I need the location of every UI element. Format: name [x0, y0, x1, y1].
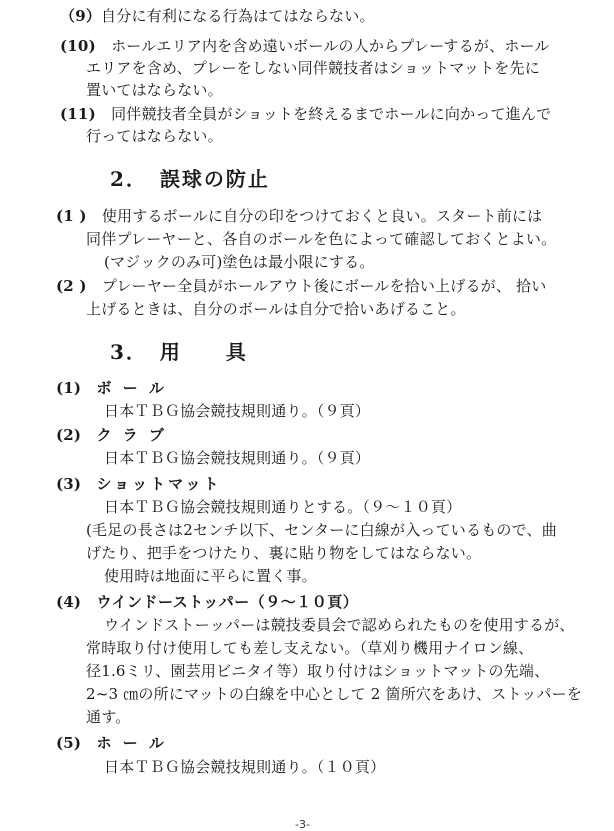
rule-10-line-1 — [60, 36, 550, 56]
section-3-item-4-line-4: 径1.6ミリ、園芸用ビニタイ等）取り付けはショットマットの先端、 — [86, 662, 550, 680]
rule-11-text-1: 同伴競技者全員がショットを終えるまでホールに向かって進んで — [95, 105, 552, 123]
section-3-item-2-title: ク ラ ブ — [96, 426, 167, 444]
section-2-item-2-line-2: 上げるときは、自分のボールは自分で拾いあげること。 — [86, 300, 466, 318]
section-3-item-3-number: (3) — [56, 475, 82, 493]
section-2-item-2-line-1 — [56, 276, 546, 296]
section-3-item-3-line-4: げたり、把手をつけたり、裏に貼り物をしてはならない。 — [86, 544, 482, 562]
rule-10-line-3: 置いてはならない。 — [86, 81, 223, 99]
rule-10-line-2: エリアを含め、プレーをしない同伴競技者はショットマットを先に — [86, 59, 540, 77]
section-2-item-1-number: (1 ) — [56, 207, 87, 225]
section-3-item-3-line-5: 使用時は地面に平らに置く事。 — [104, 567, 317, 585]
section-3-item-4-number: (4) — [56, 593, 82, 611]
section-3-item-5-line-1 — [56, 733, 167, 753]
section-3-item-5-line-2: 日本ＴＢＧ協会競技規則通り。（１０頁） — [104, 758, 386, 776]
section-3-item-3-line-1 — [56, 474, 222, 494]
section-2-item-1-line-2: 同伴プレーヤーと、各自のボールを色によって確認しておくとよい。 — [86, 230, 557, 248]
section-3-item-4-title: ウインドーストッパー（９～１０頁） — [96, 593, 359, 611]
section-2-item-1-line-3: (マジックのみ可)塗色は最小限にする。 — [104, 253, 375, 271]
section-3-item-5-number: (5) — [56, 734, 82, 752]
section-3-item-1-line-1 — [56, 378, 167, 398]
rule-11-line-1 — [60, 104, 551, 124]
section-3-item-4-line-5: 2~3 ㎝の所にマットの白線を中心として 2 箇所穴をあけ、ストッパーを — [86, 685, 583, 703]
rule-10-text-1: ホールエリア内を含め遠いボールの人からプレーするが、ホール — [95, 37, 550, 55]
rule-9-line-1 — [60, 6, 375, 26]
section-3-item-3-line-3: (毛足の長さは2センチ以下、センターに白線が入っているもので、曲 — [86, 521, 557, 539]
section-2-item-1-text-1: 使用するボールに自分の印をつけておくと良い。スタート前には — [86, 207, 543, 225]
rule-9-text: 自分に有利になる行為はてはならない。 — [101, 7, 375, 25]
section-2-item-2-text-1: プレーヤー全員がホールアウト後にボールを拾い上げるが、 拾い — [86, 277, 547, 295]
section-3-item-4-line-1 — [56, 592, 358, 612]
section-3-item-2-number: (2) — [56, 426, 82, 444]
rule-10-number: (10) — [60, 37, 96, 55]
section-3-item-1-title: ボ ー ル — [96, 379, 167, 397]
section-3-item-5-title: ホ ー ル — [96, 734, 167, 752]
section-3-item-1-line-2: 日本ＴＢＧ協会競技規則通り。（９頁） — [104, 402, 371, 420]
section-3-item-1-number: (1) — [56, 379, 82, 397]
rule-11-line-2: 行ってはならない。 — [86, 127, 223, 145]
section-2-item-2-number: (2 ) — [56, 277, 87, 295]
section-3-item-2-line-1 — [56, 425, 167, 445]
page-number: -3- — [295, 818, 310, 831]
section-3-heading: 3． 用 具 — [110, 340, 248, 364]
section-3-item-3-title: ショットマット — [96, 475, 222, 493]
section-3-item-4-line-3: 常時取り付け使用しても差し支えない。（草刈り機用ナイロン線、 — [86, 639, 534, 657]
section-3-item-2-line-2: 日本ＴＢＧ協会競技規則通り。（９頁） — [104, 449, 371, 467]
section-2-heading: 2． 誤球の防止 — [110, 167, 270, 191]
rule-9-number: （9） — [60, 7, 102, 25]
section-2-item-1-line-1 — [56, 206, 542, 226]
rule-11-number: (11) — [60, 105, 96, 123]
section-3-item-4-line-2: ウインドストーッパーは競技委員会で認められたものを使用するが、 — [104, 616, 575, 634]
section-3-item-3-line-2: 日本ＴＢＧ協会競技規則通りとする。（９～１０頁） — [104, 498, 462, 516]
section-3-item-4-line-6: 通す。 — [86, 708, 131, 726]
